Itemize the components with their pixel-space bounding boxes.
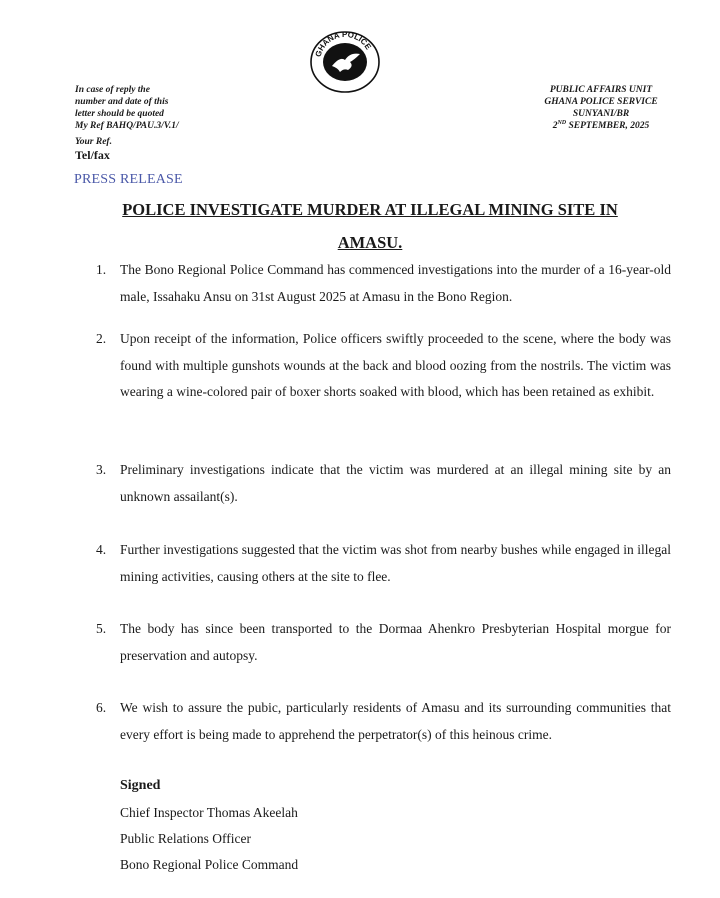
reference-line: number and date of this bbox=[75, 97, 169, 107]
signed-label: Signed bbox=[120, 778, 161, 793]
letter-date bbox=[536, 120, 666, 132]
address-city: SUNYANI/BR bbox=[572, 109, 630, 119]
paragraph-number: 4. bbox=[96, 542, 107, 557]
paragraph-text: Further investigations suggested that the victim was shot from nearby bushes while engaged in illegal mining activities, causing others at the site to flee. bbox=[120, 542, 671, 584]
paragraph-number: 2. bbox=[96, 331, 107, 346]
press-release-label: PRESS RELEASE bbox=[74, 172, 183, 187]
paragraph-4 bbox=[96, 537, 671, 590]
paragraph-1 bbox=[96, 257, 671, 310]
paragraph-text: The body has since been transported to the Dormaa Ahenkro Presbyterian Hospital morgue for preservation and autopsy. bbox=[120, 621, 671, 663]
address-service: GHANA POLICE SERVICE bbox=[544, 97, 658, 107]
paragraph-text: Preliminary investigations indicate that the victim was murdered at an illegal mining site by an unknown assailant(s). bbox=[120, 462, 671, 504]
reference-block bbox=[75, 84, 179, 148]
reference-line: letter should be quoted bbox=[75, 109, 164, 119]
paragraph-number: 6. bbox=[96, 700, 107, 715]
signatory-name: Chief Inspector Thomas Akeelah bbox=[120, 805, 298, 820]
paragraph-text: Upon receipt of the information, Police officers swiftly proceeded to the scene, where the body was found with multiple gunshots wounds at the back and blood oozing from the nostrils. The victim was wearing a wine-colored pair of boxer shorts soaked with blood, which has been retained as exhibit. bbox=[120, 331, 671, 399]
date-day: 2 bbox=[552, 121, 558, 131]
paragraph-5 bbox=[96, 616, 671, 669]
paragraph-text: We wish to assure the pubic, particularly residents of Amasu and its surrounding communities that every effort is being made to apprehend the perpetrator(s) of this heinous crime. bbox=[120, 700, 671, 742]
headline-line-2: AMASU. bbox=[337, 233, 403, 252]
paragraph-text: The Bono Regional Police Command has commenced investigations into the murder of a 16-year-old male, Issahaku Ansu on 31st August 2025 at Amasu in the Bono Region. bbox=[120, 262, 671, 304]
paragraph-6 bbox=[96, 695, 671, 748]
seal-text: GHANA POLICE bbox=[313, 29, 373, 58]
police-seal-logo bbox=[304, 26, 386, 94]
paragraph-3 bbox=[96, 457, 671, 510]
reference-line: In case of reply the bbox=[75, 85, 150, 95]
your-ref: Your Ref. bbox=[75, 137, 112, 147]
paragraph-number: 5. bbox=[96, 621, 107, 636]
paragraph-number: 3. bbox=[96, 462, 107, 477]
paragraph-number: 1. bbox=[96, 262, 107, 277]
address-block bbox=[536, 84, 666, 132]
signatory-unit: Bono Regional Police Command bbox=[120, 857, 299, 872]
address-unit: PUBLIC AFFAIRS UNIT bbox=[549, 85, 653, 95]
date-suffix: ND bbox=[557, 119, 567, 126]
paragraph-2 bbox=[96, 326, 671, 406]
telfax-label: Tel/fax bbox=[75, 148, 110, 162]
my-ref: My Ref BAHQ/PAU.3/V.1/ bbox=[75, 121, 179, 131]
date-rest: SEPTEMBER, 2025 bbox=[566, 121, 650, 131]
headline-line-1: POLICE INVESTIGATE MURDER AT ILLEGAL MINING SITE IN bbox=[122, 200, 618, 219]
signatory-title: Public Relations Officer bbox=[120, 831, 251, 846]
